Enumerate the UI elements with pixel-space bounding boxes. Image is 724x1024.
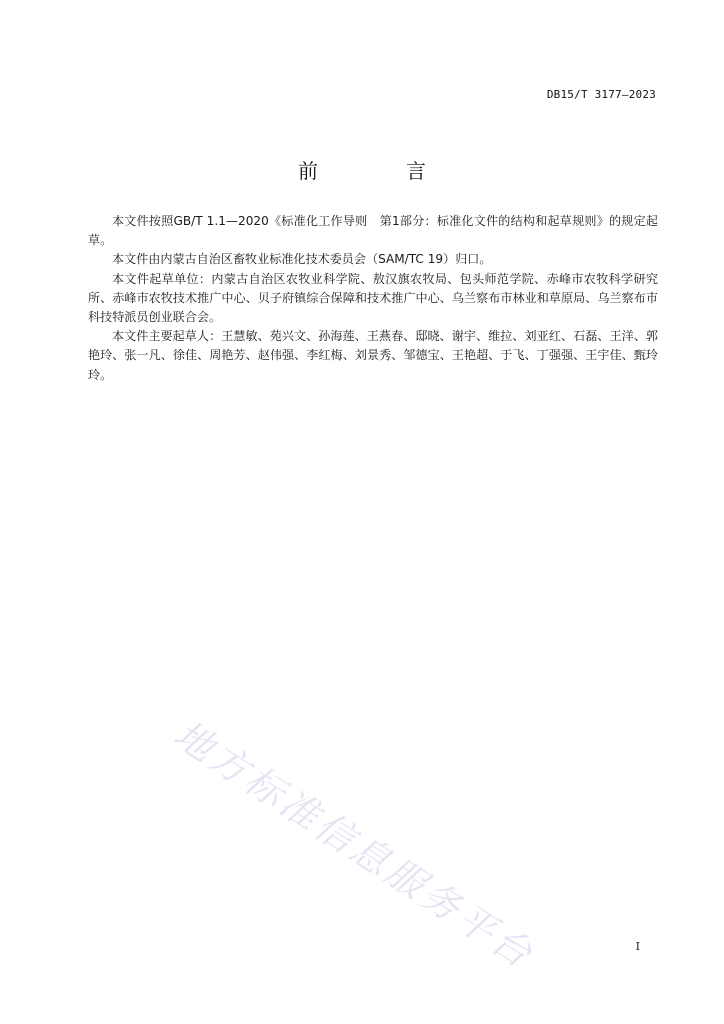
document-code: DB15/T 3177—2023 bbox=[546, 88, 656, 101]
foreword-body bbox=[88, 212, 658, 385]
watermark: 地方标准信息服务平台 bbox=[166, 711, 543, 978]
page-title: 前 言 bbox=[298, 159, 460, 183]
page-number: I bbox=[635, 940, 640, 953]
paragraph-drafting-units: 本文件起草单位：内蒙古自治区农牧业科学院、敖汉旗农牧局、包头师范学院、赤峰市农牧科学研究所、赤峰市农牧技术推广中心、贝子府镇综合保障和技术推广中心、乌兰察布市林业和草原局、乌兰察布市科技特派员创业联合会。 bbox=[88, 271, 658, 325]
paragraph-committee: 本文件由内蒙古自治区畜牧业标准化技术委员会（SAM/TC 19）归口。 bbox=[112, 252, 492, 267]
paragraph-drafters: 本文件主要起草人：王慧敏、苑兴文、孙海莲、王燕春、邸晓、谢宇、维拉、刘亚红、石磊、王洋、郭艳玲、张一凡、徐佳、周艳芳、赵伟强、李红梅、刘景秀、邹德宝、王艳超、于飞、丁强强、王宇佳、甄玲玲。 bbox=[88, 329, 658, 382]
paragraph-drafting-basis: 本文件按照GB/T 1.1—2020《标准化工作导则 第1部分：标准化文件的结构和起草规则》的规定起草。 bbox=[88, 214, 658, 248]
